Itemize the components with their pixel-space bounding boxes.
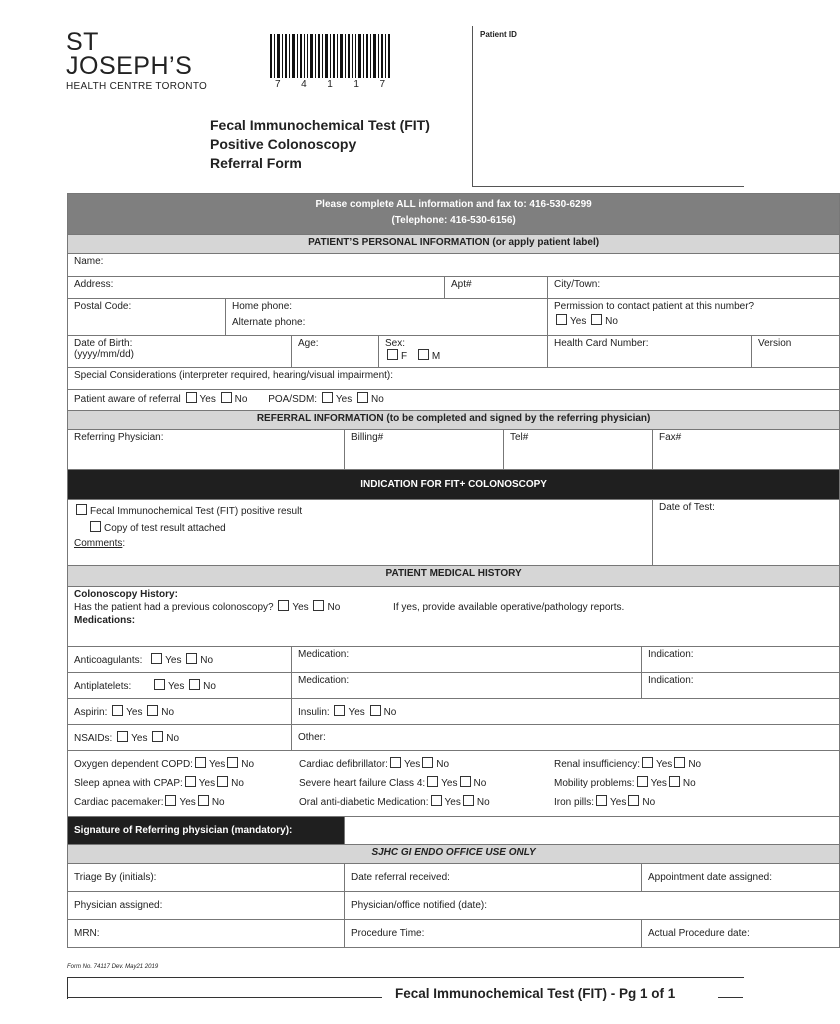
no-label: No (605, 316, 618, 327)
no-label: No (241, 759, 255, 770)
health-card-field[interactable] (548, 336, 752, 368)
permission-no-checkbox[interactable] (591, 314, 602, 325)
fit-positive-checkbox[interactable] (76, 504, 87, 515)
logo-subtitle: HEALTH CENTRE TORONTO (66, 81, 208, 92)
comments-label: Comments (74, 538, 123, 549)
medication-label: Medication: (298, 675, 350, 686)
mobility-label: Mobility problems: (554, 778, 635, 789)
indication-field: Fecal Immunochemical Test (FIT) positive result Copy of test result attached Comments: (68, 500, 653, 566)
footer-rule (67, 997, 382, 998)
footer-title: Fecal Immunochemical Test (FIT) - Pg 1 of 1 (395, 986, 676, 1001)
yes-label: Yes (441, 778, 458, 789)
colonoscopy-question: Has the patient had a previous colonoscopy? (74, 602, 274, 613)
yes-label: Yes (570, 316, 587, 327)
fax-label: Fax# (659, 432, 682, 443)
poa-label: POA/SDM: (268, 394, 318, 405)
sex-f-checkbox[interactable] (387, 349, 398, 360)
address-label: Address: (74, 279, 114, 290)
triage-field[interactable] (68, 864, 345, 892)
defibrillator-no-checkbox[interactable] (422, 757, 433, 768)
colonoscopy-history-section (68, 587, 840, 647)
cpap-label: Sleep apnea with CPAP: (74, 778, 183, 789)
barcode-digit: 7 (379, 79, 385, 90)
other-label: Other: (298, 732, 326, 743)
aspirin-yes-checkbox[interactable] (112, 705, 123, 716)
colonoscopy-no-checkbox[interactable] (313, 600, 324, 611)
referral-info-header: REFERRAL INFORMATION (to be completed and signed by the referring physician) (68, 411, 840, 430)
date-of-test-field[interactable] (653, 500, 840, 566)
medical-history-header: PATIENT MEDICAL HISTORY (68, 566, 840, 587)
renal-yes-checkbox[interactable] (642, 757, 653, 768)
poa-yes-checkbox[interactable] (322, 392, 333, 403)
logo-line1: ST (66, 28, 99, 56)
footer-rule (718, 997, 743, 998)
dob-label: Date of Birth: (74, 338, 133, 349)
anticoagulants-yes-checkbox[interactable] (151, 653, 162, 664)
date-of-test-label: Date of Test: (659, 502, 715, 513)
defibrillator-label: Cardiac defibrillator: (299, 759, 388, 770)
no-label: No (473, 778, 487, 789)
permission-label: Permission to contact patient at this number? (554, 301, 755, 312)
iron-yes-checkbox[interactable] (596, 795, 607, 806)
yes-label: Yes (126, 707, 143, 718)
mrn-field[interactable] (68, 920, 345, 948)
no-label: No (383, 707, 397, 718)
no-label: No (688, 759, 702, 770)
yes-label: Yes (444, 797, 461, 808)
nsaids-no-checkbox[interactable] (152, 731, 163, 742)
version-field[interactable] (752, 336, 840, 368)
anticoagulant-indication-field[interactable] (642, 647, 840, 673)
antidiabetic-no-checkbox[interactable] (463, 795, 474, 806)
yes-label: Yes (655, 759, 673, 770)
name-field[interactable] (68, 254, 840, 277)
renal-no-checkbox[interactable] (674, 757, 685, 768)
barcode-number (275, 79, 385, 90)
other-field[interactable] (292, 725, 840, 751)
indication-header: INDICATION FOR FIT+ COLONOSCOPY (68, 470, 840, 500)
triage-label: Triage By (initials): (74, 872, 157, 883)
no-label: No (231, 778, 244, 789)
anticoagulants-field (68, 647, 292, 673)
postal-code-label: Postal Code: (74, 301, 132, 312)
insulin-field (292, 699, 840, 725)
special-considerations-label: Special Considerations (interpreter required, hearing/visual impairment): (74, 370, 394, 381)
patient-aware-label: Patient aware of referral (74, 394, 181, 405)
yes-label: Yes (335, 394, 353, 405)
permission-yes-checkbox[interactable] (556, 314, 567, 325)
no-label: No (200, 655, 214, 666)
copd-yes-checkbox[interactable] (195, 757, 206, 768)
apt-field[interactable] (445, 277, 548, 299)
anticoagulant-medication-field[interactable] (292, 647, 642, 673)
referring-physician-field[interactable] (68, 430, 345, 470)
conditions-section (68, 751, 840, 817)
date-received-field[interactable] (345, 864, 642, 892)
mrn-label: MRN: (74, 928, 100, 939)
patient-id-box[interactable] (472, 26, 744, 187)
sex-field (379, 336, 548, 368)
pacemaker-label: Cardiac pacemaker: (74, 797, 164, 808)
no-label: No (327, 602, 341, 613)
antiplatelets-field (68, 673, 292, 699)
city-field[interactable] (548, 277, 840, 299)
signature-label: Signature of Referring physician (mandatory): (68, 817, 345, 845)
f-label: F (401, 351, 408, 362)
indication-label: Indication: (648, 649, 694, 660)
aspirin-field (68, 699, 292, 725)
actual-procedure-date-label: Actual Procedure date: (648, 928, 750, 939)
sex-m-checkbox[interactable] (418, 349, 429, 360)
form-title-line: Fecal Immunochemical Test (FIT) (210, 117, 430, 133)
apt-label: Apt# (451, 279, 472, 290)
permission-field (548, 299, 840, 336)
antiplatelet-indication-field[interactable] (642, 673, 840, 699)
office-use-header: SJHC GI ENDO OFFICE USE ONLY (68, 845, 840, 864)
cpap-yes-checkbox[interactable] (185, 776, 196, 787)
barcode-digit: 4 (301, 79, 307, 90)
appointment-date-label: Appointment date assigned: (648, 872, 772, 883)
insulin-label: Insulin: (298, 707, 330, 718)
yes-label: Yes (165, 655, 182, 666)
medication-label: Medication: (298, 649, 350, 660)
no-label: No (436, 759, 450, 770)
city-label: City/Town: (554, 279, 601, 290)
dob-format: (yyyy/mm/dd) (74, 349, 134, 360)
no-label: No (642, 797, 656, 808)
logo-line2: JOSEPH’S (66, 52, 193, 80)
procedure-time-label: Procedure Time: (351, 928, 425, 939)
yes-label: Yes (198, 778, 216, 789)
aspirin-label: Aspirin: (74, 707, 108, 718)
fit-positive-label: Fecal Immunochemical Test (FIT) positive result (90, 506, 303, 517)
patient-aware-row (68, 390, 840, 411)
sex-label: Sex: (385, 338, 406, 349)
personal-info-header: PATIENT’S PERSONAL INFORMATION (or apply patient label) (68, 235, 840, 254)
alt-phone-label: Alternate phone: (232, 317, 306, 328)
patient-id-label: Patient ID (480, 30, 517, 39)
indication-label: Indication: (648, 675, 694, 686)
pacemaker-no-checkbox[interactable] (198, 795, 209, 806)
date-received-label: Date referral received: (351, 872, 450, 883)
antiplatelet-medication-field[interactable] (292, 673, 642, 699)
physician-notified-label: Physician/office notified (date): (351, 900, 488, 911)
no-label: No (161, 707, 175, 718)
instruction-banner (68, 194, 840, 235)
logo (66, 30, 192, 78)
heart-failure-yes-checkbox[interactable] (427, 776, 438, 787)
form-title-line: Positive Colonoscopy (210, 136, 357, 152)
no-label: No (682, 778, 696, 789)
actual-procedure-date-field[interactable] (642, 920, 840, 948)
physician-notified-field[interactable] (345, 892, 840, 920)
physician-assigned-label: Physician assigned: (74, 900, 163, 911)
yes-label: Yes (179, 797, 196, 808)
age-field[interactable] (292, 336, 379, 368)
yes-label: Yes (650, 778, 667, 789)
insulin-no-checkbox[interactable] (370, 705, 381, 716)
copy-attached-checkbox[interactable] (90, 521, 101, 532)
mobility-yes-checkbox[interactable] (637, 776, 648, 787)
address-field[interactable] (68, 277, 445, 299)
instruction-line2: (Telephone: 416-530-6156) (391, 215, 516, 226)
tel-field[interactable] (504, 430, 653, 470)
mobility-no-checkbox[interactable] (669, 776, 680, 787)
dob-field[interactable] (68, 336, 292, 368)
postal-code-field[interactable] (68, 299, 226, 336)
fax-field[interactable] (653, 430, 840, 470)
barcode-digit: 1 (353, 79, 359, 90)
version-label: Version (758, 338, 792, 349)
barcode-digit: 1 (327, 79, 333, 90)
pacemaker-yes-checkbox[interactable] (165, 795, 176, 806)
aspirin-no-checkbox[interactable] (147, 705, 158, 716)
appointment-date-field[interactable] (642, 864, 840, 892)
aware-no-checkbox[interactable] (221, 392, 232, 403)
form-number: Form No. 74117 Dev. May21 2019 (67, 964, 159, 970)
yes-label: Yes (131, 733, 148, 744)
defibrillator-yes-checkbox[interactable] (390, 757, 401, 768)
no-label: No (166, 733, 180, 744)
phone-field[interactable] (226, 299, 548, 336)
barcode-digit: 7 (275, 79, 281, 90)
heart-failure-no-checkbox[interactable] (460, 776, 471, 787)
antidiabetic-yes-checkbox[interactable] (431, 795, 442, 806)
form-title (210, 116, 430, 173)
tel-label: Tel# (510, 432, 529, 443)
iron-no-checkbox[interactable] (628, 795, 639, 806)
copd-label: Oxygen dependent COPD: (74, 759, 193, 770)
yes-label: Yes (199, 394, 216, 405)
no-label: No (234, 394, 248, 405)
signature-field[interactable] (345, 817, 840, 845)
medications-title: Medications: (74, 615, 136, 626)
antiplatelets-no-checkbox[interactable] (189, 679, 200, 690)
no-label: No (370, 394, 384, 405)
heart-failure-label: Severe heart failure Class 4: (299, 778, 426, 789)
antidiabetic-label: Oral anti-diabetic Medication: (299, 797, 429, 808)
colonoscopy-yes-checkbox[interactable] (278, 600, 289, 611)
yes-label: Yes (610, 797, 627, 808)
home-phone-label: Home phone: (232, 301, 293, 312)
cpap-no-checkbox[interactable] (217, 776, 228, 787)
procedure-time-field[interactable] (345, 920, 642, 948)
yes-label: Yes (292, 602, 309, 613)
physician-assigned-field[interactable] (68, 892, 345, 920)
anticoagulants-no-checkbox[interactable] (186, 653, 197, 664)
m-label: M (431, 351, 441, 362)
age-label: Age: (298, 338, 319, 349)
no-label: No (211, 797, 225, 808)
colonoscopy-history-title: Colonoscopy History: (74, 589, 178, 600)
nsaids-field (68, 725, 292, 751)
yes-label: Yes (348, 707, 365, 718)
yes-label: Yes (208, 759, 226, 770)
anticoagulants-label: Anticoagulants: (74, 655, 143, 666)
antiplatelets-yes-checkbox[interactable] (154, 679, 165, 690)
aware-yes-checkbox[interactable] (186, 392, 197, 403)
copd-no-checkbox[interactable] (227, 757, 238, 768)
billing-field[interactable] (345, 430, 504, 470)
form-title-line: Referral Form (210, 155, 302, 171)
colonoscopy-note: If yes, provide available operative/pathology reports. (393, 602, 625, 613)
name-label: Name: (74, 256, 104, 267)
yes-label: Yes (168, 681, 185, 692)
renal-label: Renal insufficiency: (554, 759, 640, 770)
copy-attached-label: Copy of test result attached (104, 523, 226, 534)
referral-form-table (67, 193, 840, 948)
billing-label: Billing# (351, 432, 384, 443)
no-label: No (203, 681, 216, 692)
instruction-line1: Please complete ALL information and fax to: 416-530-6299 (315, 199, 592, 210)
special-considerations-field[interactable] (68, 368, 840, 390)
nsaids-yes-checkbox[interactable] (117, 731, 128, 742)
health-card-label: Health Card Number: (554, 338, 649, 349)
antiplatelets-label: Antiplatelets: (74, 681, 132, 692)
yes-label: Yes (403, 759, 421, 770)
insulin-yes-checkbox[interactable] (334, 705, 345, 716)
referring-physician-label: Referring Physician: (74, 432, 164, 443)
iron-label: Iron pills: (554, 797, 595, 808)
nsaids-label: NSAIDs: (74, 733, 113, 744)
no-label: No (476, 797, 490, 808)
poa-no-checkbox[interactable] (357, 392, 368, 403)
barcode (270, 34, 390, 78)
